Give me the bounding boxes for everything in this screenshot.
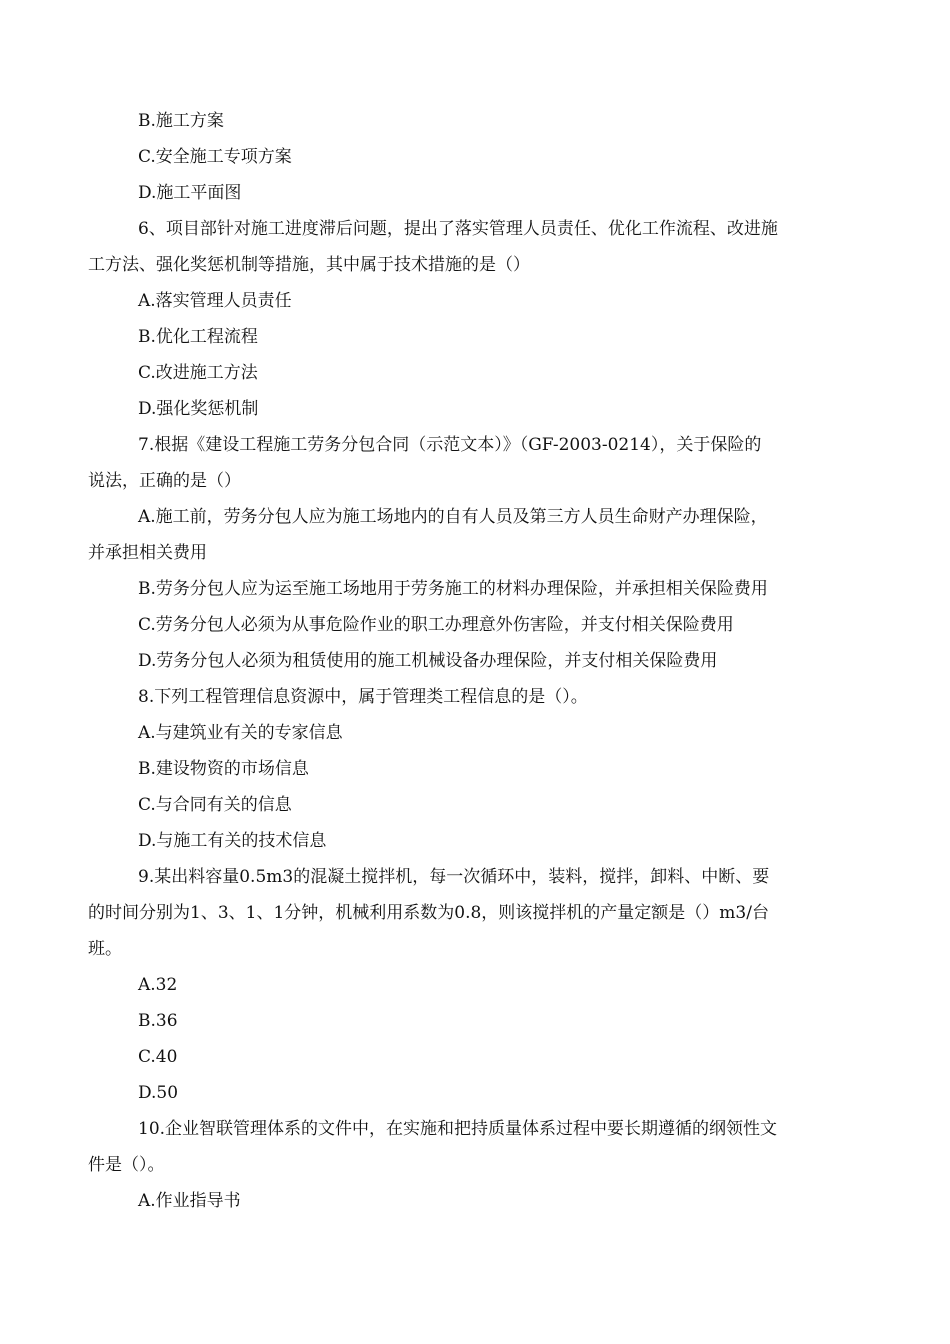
option-9a: A.32 — [138, 975, 178, 995]
option-7a-line-2: 并承担相关费用 — [88, 543, 207, 563]
option-8d: D.与施工有关的技术信息 — [138, 831, 327, 851]
question-10-line-1: 10.企业智联管理体系的文件中，在实施和把持质量体系过程中要长期遵循的纲领性文 — [138, 1119, 778, 1139]
question-9-line-3: 班。 — [88, 939, 122, 959]
question-8: 8.下列工程管理信息资源中，属于管理类工程信息的是（）。 — [138, 687, 588, 707]
option-8c: C.与合同有关的信息 — [138, 795, 292, 815]
option-8a: A.与建筑业有关的专家信息 — [138, 723, 343, 743]
option-5c: C.安全施工专项方案 — [138, 147, 292, 167]
option-8b: B.建设物资的市场信息 — [138, 759, 309, 779]
option-7a-line-1: A.施工前，劳务分包人应为施工场地内的自有人员及第三方人员生命财产办理保险， — [138, 507, 768, 527]
question-7-line-2: 说法，正确的是（） — [88, 471, 241, 491]
option-6d: D.强化奖惩机制 — [138, 399, 259, 419]
question-10-line-2: 件是（）。 — [88, 1155, 165, 1175]
question-9-line-1: 9.某出料容量0.5m3的混凝土搅拌机，每一次循环中，装料，搅拌，卸料、中断、要 — [138, 867, 770, 887]
option-9d: D.50 — [138, 1083, 179, 1103]
option-10a: A.作业指导书 — [138, 1191, 241, 1211]
option-7b: B.劳务分包人应为运至施工场地用于劳务施工的材料办理保险，并承担相关保险费用 — [138, 579, 768, 599]
option-7c: C.劳务分包人必须为从事危险作业的职工办理意外伤害险，并支付相关保险费用 — [138, 615, 734, 635]
option-9b: B.36 — [138, 1011, 178, 1031]
question-6-line-2: 工方法、强化奖惩机制等措施，其中属于技术措施的是（） — [88, 255, 530, 275]
question-7-line-1: 7.根据《建设工程施工劳务分包合同（示范文本）》（GF-2003-0214），关于保险的 — [138, 435, 762, 455]
option-6a: A.落实管理人员责任 — [138, 291, 292, 311]
question-9-line-2: 的时间分别为1、3、1、1分钟，机械利用系数为0.8，则该搅拌机的产量定额是（）m3/台 — [88, 903, 769, 923]
option-6b: B.优化工程流程 — [138, 327, 258, 347]
option-7d: D.劳务分包人必须为租赁使用的施工机械设备办理保险，并支付相关保险费用 — [138, 651, 718, 671]
option-5d: D.施工平面图 — [138, 183, 242, 203]
option-9c: C.40 — [138, 1047, 178, 1067]
question-6-line-1: 6、项目部针对施工进度滞后问题，提出了落实管理人员责任、优化工作流程、改进施 — [138, 219, 778, 239]
option-5b: B.施工方案 — [138, 111, 224, 131]
option-6c: C.改进施工方法 — [138, 363, 258, 383]
